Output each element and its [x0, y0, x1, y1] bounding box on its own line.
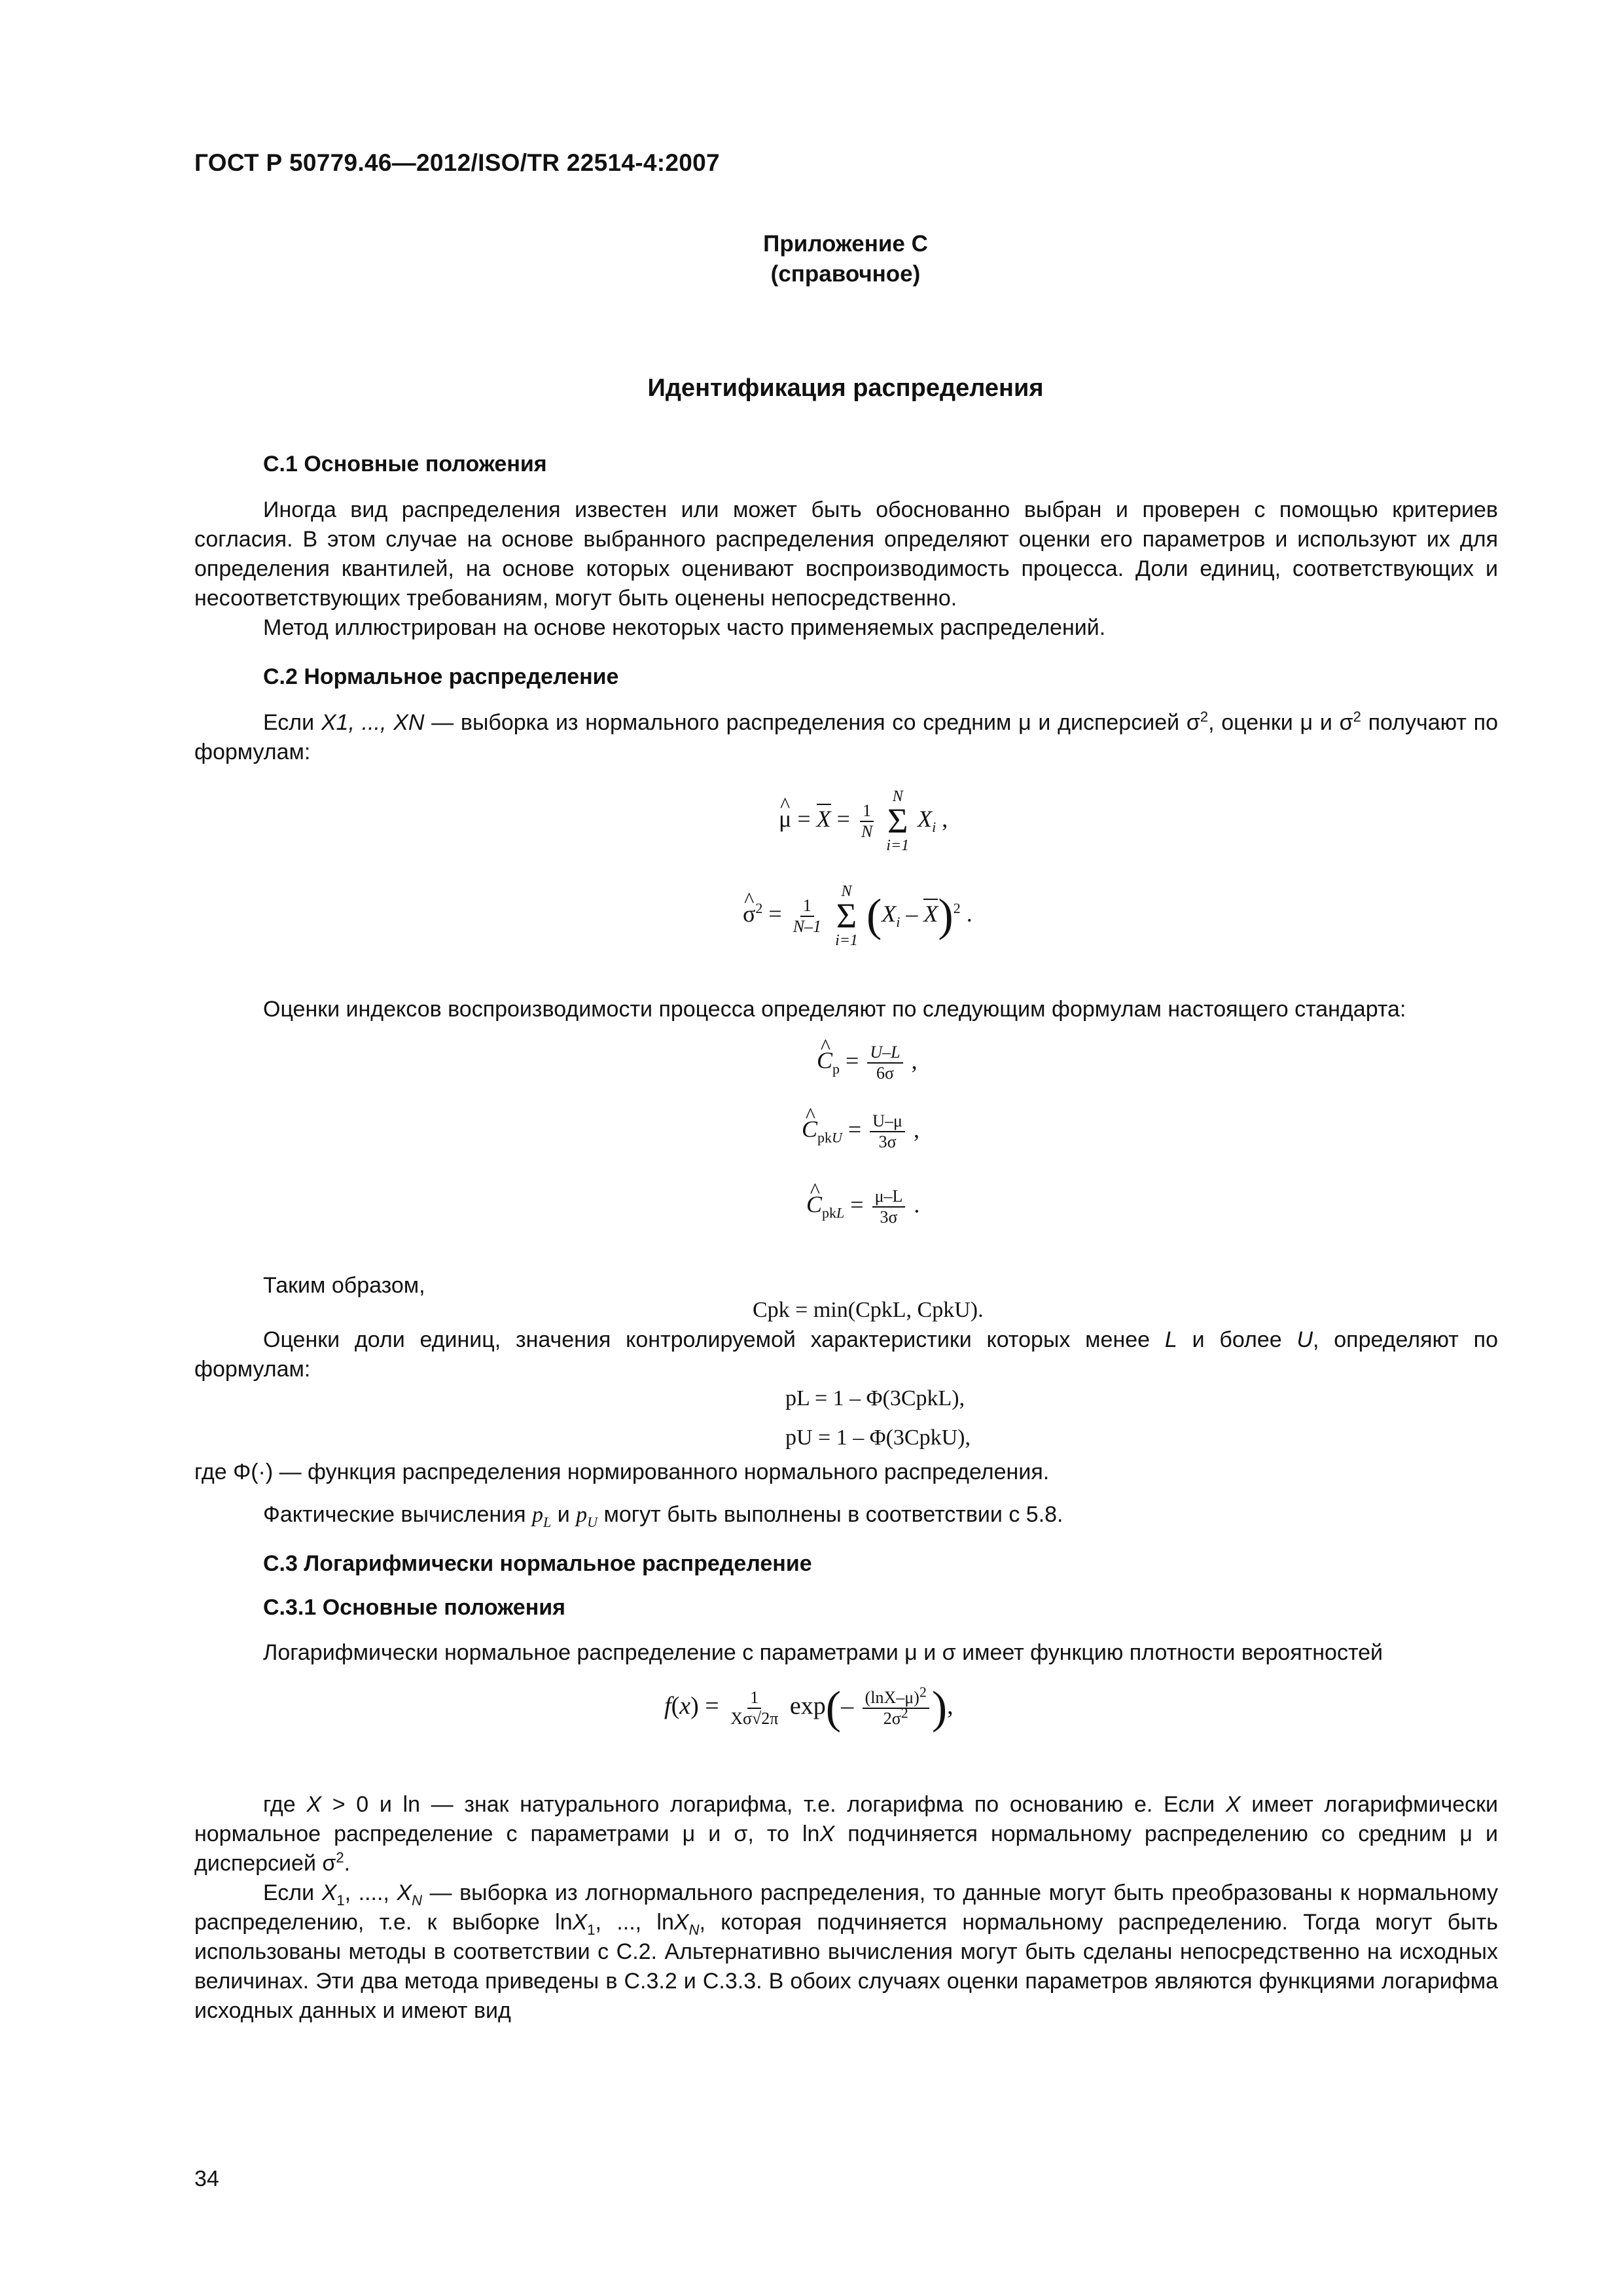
- formula-cpk: Cpk = min(CpkL, CpkU).: [753, 1298, 984, 1322]
- section-c3-heading: С.3 Логарифмически нормальное распределение: [263, 1551, 812, 1576]
- formula-pU: pU = 1 – Φ(3CpkU),: [785, 1426, 971, 1450]
- section-c31-paragraph-3: Если $X_1$, ...., $X_N$ — выборка из логнормального распределения, то данные могут быть преобразованы к нормальному распределению, т.е. к выборке lnX$_1$, ..., lnX$_N$, которая подчиняется нормальному распределению. Тогда могут быть использованы методы в соответствии с С.2. Альтернативно вычисления могут быть сделаны непосредственно на исходных величинах. Эти два метода приведены в С.3.2 и С.3.3. В обоих случаях оценки параметров являются функциями логарифма исходных данных и имеют вид: [194, 1880, 1499, 2023]
- thus-text: Таким образом,: [263, 1273, 425, 1298]
- section-c1-heading: С.1 Основные положения: [263, 452, 547, 476]
- actual-calc-text: Фактические вычисления $p_L$ и $p_U$ могут быть выполнены в соответствии с 5.8.: [263, 1502, 1063, 1530]
- formula-mean: ^ μ = X = $\frac{1}{N}$ N Σ i=1 $X_i$ ,: [779, 789, 948, 853]
- section-c1-paragraph-2: Метод иллюстрирован на основе некоторых часто применяемых распределений.: [263, 615, 1106, 640]
- formula-cpku: ^ $C_{pkU}$ = $\frac{U-\mu}{3\sigma}$ ,: [802, 1113, 919, 1151]
- section-c2-heading: С.2 Нормальное распределение: [263, 664, 619, 689]
- capability-intro: Оценки индексов воспроизводимости процесса определяют по следующим формулам настоящего стандарта:: [263, 997, 1406, 1022]
- fraction-intro: Оценки доли единиц, значения контролируемой характеристики которых менее L и более U, определяют по формулам:: [194, 1327, 1498, 1382]
- section-c31-paragraph-1: Логарифмически нормальное распределение с параметрами μ и σ имеет функцию плотности вероятностей: [263, 1640, 1383, 1665]
- formula-lognormal-density: f(x) = $\frac{1}{X\sigma√2\pi}$ exp(– $\frac{(\ln X-\mu)^2}{2\sigma^2}$ ),: [664, 1683, 954, 1733]
- sample-notation: X1, ..., XN: [321, 710, 425, 735]
- page-number: 34: [194, 2166, 219, 2191]
- formula-variance: ^ $\sigma^2$ = $\frac{1}{N-1}$ N Σ i=1 $(X_i - X)^2$ .: [743, 884, 972, 948]
- formula-cpkl: ^ $C_{pkL}$ = $\frac{\mu-L}{3\sigma}$ .: [806, 1188, 919, 1226]
- main-title: Идентификация распределения: [647, 374, 1044, 402]
- annex-subtitle: (справочное): [770, 261, 921, 287]
- section-c2-intro: Если X1, ..., XN — выборка из нормального распределения со средним μ и дисперсией $\sigma^2$, оценки μ и $\sigma^2$ получают по формулам:: [194, 708, 1498, 764]
- section-c31-heading: С.3.1 Основные положения: [263, 1595, 565, 1620]
- phi-note: где Φ(·) — функция распределения нормированного нормального распределения.: [194, 1460, 1050, 1484]
- formula-cp: ^ $C_p$ = $\frac{U-L}{6\sigma}$ ,: [817, 1044, 918, 1082]
- annex-title: Приложение С: [763, 231, 928, 257]
- section-c1-paragraph-1: Иногда вид распределения известен или может быть обоснованно выбран и проверен с помощью критериев согласия. В этом случае на основе выбранного распределения определяют оценки его параметров и используют их для определения квантилей, на основе которых оценивают воспроизводимость процесса. Доли единиц, соответствующих и несоответствующих требованиям, могут быть оценены непосредственно.: [194, 497, 1498, 611]
- annex-heading: [194, 229, 1497, 289]
- section-c31-paragraph-2: где X > 0 и ln — знак натурального логарифма, т.е. логарифма по основанию е. Если X имеет логарифмически нормальное распределение с параметрами μ и σ, то lnX подчиняется нормальному распределению со средним μ и дисперсией $\sigma^2$.: [194, 1792, 1498, 1876]
- document-code: ГОСТ Р 50779.46—2012/ISO/TR 22514-4:2007: [194, 149, 720, 176]
- formula-pL: pL = 1 – Φ(3CpkL),: [785, 1386, 965, 1410]
